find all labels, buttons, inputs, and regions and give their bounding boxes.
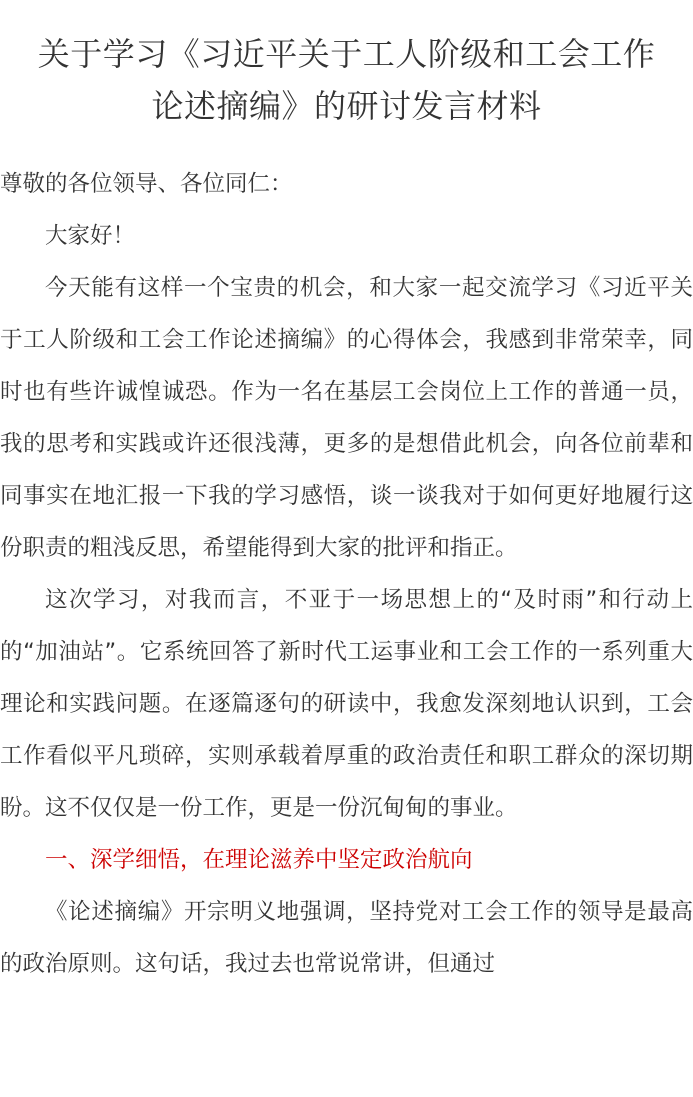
title-line-1: 关于学习《习近平关于工人阶级和工会工作 bbox=[37, 35, 656, 73]
body-paragraph-1: 今天能有这样一个宝贵的机会，和大家一起交流学习《习近平关于工人阶级和工会工作论述摘编》的心得体会，我感到非常荣幸，同时也有些许诚惶诚恐。作为一名在基层工会岗位上工作的普通一员，我的思考和实践或许还很浅薄，更多的是想借此机会，向各位前辈和同事实在地汇报一下我的学习感悟，谈一谈我对于如何更好地履行这份职责的粗浅反思，希望能得到大家的批评和指正。 bbox=[0, 275, 693, 561]
greeting: 大家好！ bbox=[45, 223, 136, 249]
document-body bbox=[0, 158, 693, 990]
title-line-2: 论述摘编》的研讨发言材料 bbox=[151, 87, 542, 125]
salutation: 尊敬的各位领导、各位同仁： bbox=[0, 171, 293, 197]
section-heading: 一、深学细悟，在理论滋养中坚定政治航向 bbox=[45, 847, 473, 873]
section-paragraph: 《论述摘编》开宗明义地强调，坚持党对工会工作的领导是最高的政治原则。这句话，我过去也常说常讲，但通过 bbox=[0, 899, 693, 977]
document-title bbox=[0, 28, 693, 132]
body-paragraph-2: 这次学习，对我而言，不亚于一场思想上的“及时雨”和行动上的“加油站”。它系统回答了新时代工运事业和工会工作的一系列重大理论和实践问题。在逐篇逐句的研读中，我愈发深刻地认识到，工会工作看似平凡琐碎，实则承载着厚重的政治责任和职工群众的深切期盼。这不仅仅是一份工作，更是一份沉甸甸的事业。 bbox=[0, 587, 693, 821]
